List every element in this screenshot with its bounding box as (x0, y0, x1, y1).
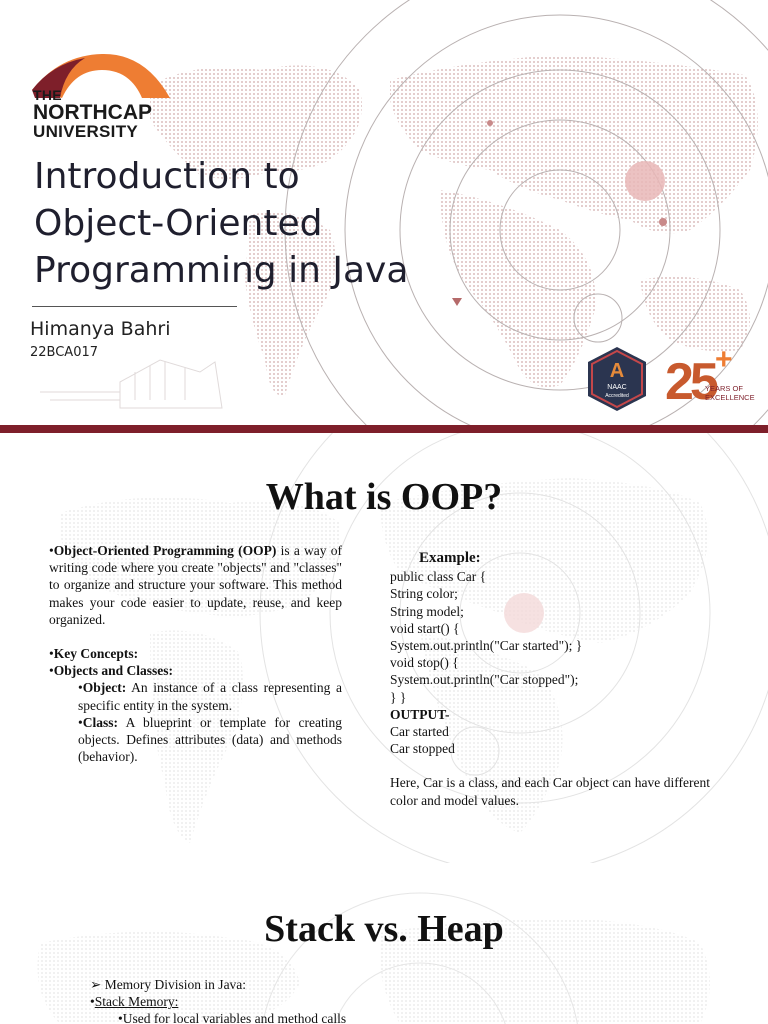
oop-term: Object-Oriented Programming (OOP) (53, 543, 277, 558)
arrow-bullet-icon: ➢ (90, 977, 102, 992)
list-item-text: Memory Division in Java: (104, 977, 247, 992)
class-term: Class: (82, 714, 118, 730)
class-def-text: A blueprint or template for creating objects. Defines attributes (data) and methods (behavior). (78, 714, 342, 765)
what-is-oop-slide (0, 433, 768, 863)
memory-list (90, 976, 690, 1024)
slide-separator (0, 425, 768, 433)
oop-intro-paragraph: •Object-Oriented Programming (OOP) is a way of writing code where you create "objects" and "classes" to organize and structure your software. This method makes your code easier to update, reuse, and keep organized. (49, 543, 342, 627)
code-example (390, 550, 710, 809)
objects-classes-text: Objects and Classes: (53, 663, 173, 679)
example-heading: Example: (419, 550, 481, 566)
logo-line-university: UNIVERSITY (33, 122, 139, 141)
years-label: YEARS OF (705, 384, 743, 393)
key-concepts-text: Key Concepts: (53, 646, 139, 662)
university-logo (30, 50, 175, 142)
example-note: Here, Car is a class, and each Car object can have different color and model values. (390, 775, 710, 808)
code-line: String color; (390, 586, 458, 602)
naac-accredited: Accredited (605, 393, 629, 399)
list-item: •Stack Memory: (90, 994, 179, 1010)
author-name: Himanya Bahri (30, 318, 171, 340)
code-line: public class Car { (390, 569, 487, 585)
list-item-text: Used for local variables and method calls (122, 1011, 347, 1024)
code-line: void start() { (390, 620, 460, 636)
list-item-text: Stack Memory: (94, 994, 179, 1010)
naac-label: NAAC (607, 384, 627, 391)
code-line: System.out.println("Car started"); } (390, 638, 583, 654)
output-line: Car stopped (390, 741, 455, 757)
slide-heading: Stack vs. Heap (264, 908, 504, 950)
roll-number: 22BCA017 (30, 345, 99, 360)
oop-intro-text: is a way of writing code where you create "objects" and "classes" to organize and structure your software. This method makes your code easier to update, reuse, and keep organized. (49, 543, 342, 627)
code-line: } } (390, 689, 407, 705)
key-concepts-label: •Key Concepts: (49, 646, 139, 662)
object-def-text: An instance of a class representing a specific entity in the system. (78, 680, 342, 713)
logo-line-northcap: NORTHCAP (33, 101, 152, 124)
oop-explanation (49, 542, 342, 765)
output-line: Car started (390, 724, 449, 740)
object-definition: •Object: An instance of a class representing a specific entity in the system. (78, 680, 342, 713)
code-line: System.out.println("Car stopped"); (390, 672, 579, 688)
list-item (90, 976, 690, 993)
slide-heading: What is OOP? (265, 476, 503, 518)
naac-badge-icon (586, 345, 648, 413)
naac-letter: A (609, 360, 625, 382)
code-line: void stop() { (390, 655, 459, 671)
list-item: •Used for local variables and method calls (90, 1010, 690, 1024)
title-divider (32, 306, 237, 307)
stack-vs-heap-slide (0, 863, 768, 1024)
title-slide (0, 0, 768, 425)
title-line: Programming in Java (34, 250, 409, 291)
class-definition: •Class: A blueprint or template for creating objects. Defines attributes (data) and methods (behavior). (78, 714, 342, 765)
code-line: String model; (390, 603, 464, 619)
object-term: Object: (82, 680, 127, 696)
title-line: Object-Oriented (34, 203, 323, 244)
title-line: Introduction to (34, 156, 300, 197)
excellence-label: EXCELLENCE (705, 393, 755, 402)
years-number: 25 (665, 353, 715, 405)
output-label: OUTPUT- (390, 706, 450, 722)
years-plus: + (715, 345, 733, 376)
logo-line-the: THE (33, 87, 62, 103)
years-of-excellence-badge (665, 345, 755, 405)
presentation-title (34, 153, 474, 294)
objects-classes-label: •Objects and Classes: (49, 663, 173, 679)
